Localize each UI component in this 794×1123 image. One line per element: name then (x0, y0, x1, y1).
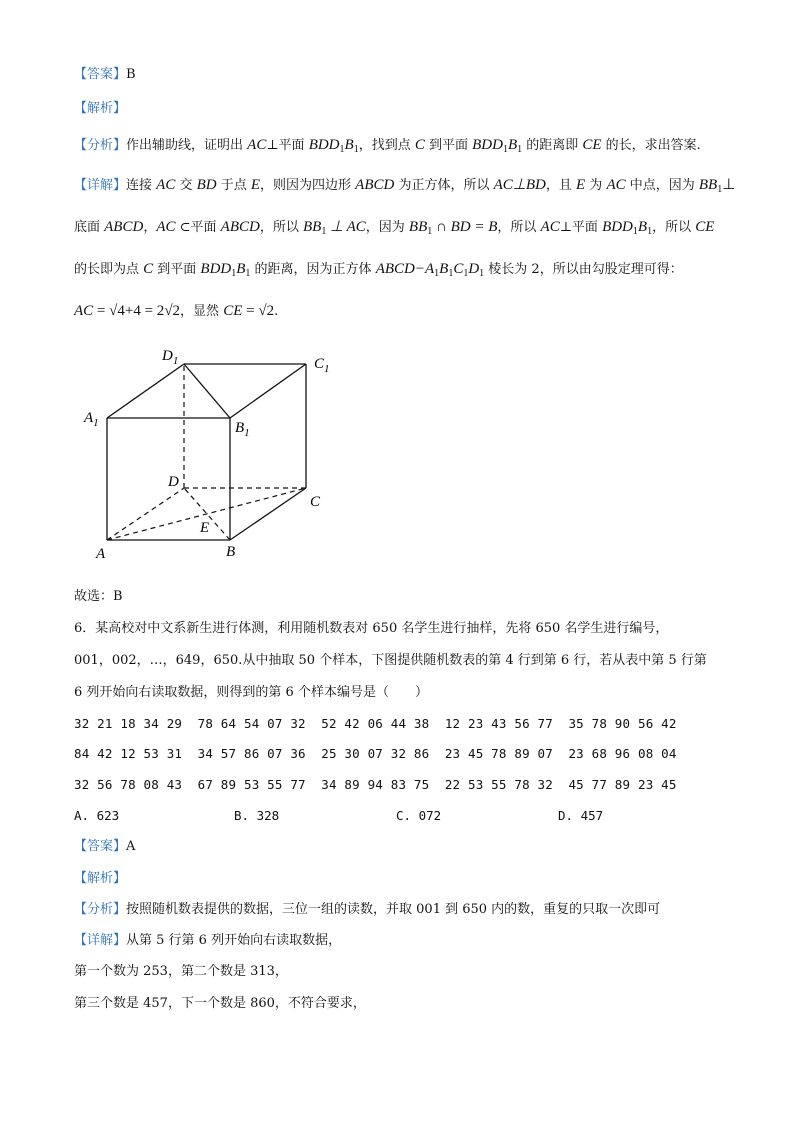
text: 的长，求出答案. (601, 138, 701, 153)
xiangjie-line-3 (74, 260, 683, 279)
text: ， (143, 220, 157, 235)
math-abcd: ABCD (104, 219, 144, 235)
analysis-tag: 【解析】 (74, 101, 127, 116)
sqrt-expr: √4+4 (109, 303, 141, 319)
fenxi-line-2 (74, 901, 660, 919)
label-b1: $B_1$ (235, 420, 250, 439)
choose-line-1: 故选：B (74, 589, 123, 604)
analysis-heading-1 (74, 100, 126, 118)
math-ce: CE (695, 219, 715, 235)
math-bd: BD (196, 177, 217, 193)
label-b: B (226, 544, 236, 560)
math-abcd: ABCD (355, 177, 395, 193)
cube-figure (70, 340, 350, 570)
math-abcd: ABCD (220, 219, 260, 235)
text: 的距离即 (522, 138, 583, 153)
answer-value: B (126, 67, 136, 82)
fenxi-text: 按照随机数表提供的数据，三位一组的读数，并取 001 到 650 内的数，重复的只取一次即可 (126, 902, 661, 917)
math-bb1-perp-ac: $BB_1$ ⊥ AC (302, 219, 366, 237)
q6-line-1: 6．某高校对中文系新生进行体测，利用随机数表对 650 名学生进行抽样，先将 650 名学生进行编号， (74, 621, 669, 636)
answer-line-2 (74, 838, 135, 856)
xiangjie-text: 从第 5 行第 6 列开始向右读取数据， (126, 933, 342, 948)
text: 中点，因为 (625, 178, 699, 193)
text: ⊂平面 (175, 220, 221, 235)
text: 连接 (126, 178, 157, 193)
label-a1: $A_1$ (84, 410, 99, 429)
text: ⊥平面 (559, 220, 603, 235)
answer-line-1 (74, 66, 136, 84)
text: ，因为 (365, 220, 409, 235)
math-bb1: $BB_1$ (698, 177, 723, 195)
text: 到平面 (424, 138, 473, 153)
math-e: E (250, 177, 261, 193)
edge-d1-b1 (184, 364, 230, 418)
text: ，找到点 (358, 138, 415, 153)
analysis-tag: 【解析】 (74, 871, 127, 886)
random-table-row-5: 84 42 12 53 31 34 57 86 07 36 25 30 07 32 86 23 45 78 89 07 23 68 96 08 04 (74, 746, 677, 761)
label-e: E (200, 520, 210, 536)
fenxi-line-1 (74, 136, 701, 155)
text: 为正方体，所以 (394, 178, 494, 193)
answer-tag: 【答案】 (74, 67, 127, 82)
edge-b-c (230, 488, 306, 540)
random-table-row-6: 32 56 78 08 43 67 89 53 55 77 34 89 94 83 75 22 53 55 78 32 45 77 89 23 45 (74, 777, 677, 792)
text: ，显然 (180, 304, 224, 319)
random-table-row-4: 32 21 18 34 29 78 64 54 07 32 52 42 06 44 38 12 23 43 56 77 35 78 90 56 42 (74, 716, 677, 731)
q6-line-3: 6 列开始向右读取数据，则得到的第 6 个样本编号是（ ） (74, 685, 428, 700)
math-eq: = 2 (140, 303, 165, 319)
math-ac: AC (156, 219, 176, 235)
text: ，所以 (497, 220, 541, 235)
math-ce: CE (582, 137, 602, 153)
q6-line-2: 001，002，…，649，650.从中抽取 50 个样本，下图提供随机数表的第 4 行到第 6 行，若从表中第 5 行第 (74, 653, 707, 668)
sqrt-expr: √2 (258, 303, 275, 319)
text: 底面 (74, 220, 105, 235)
text: 于点 (216, 178, 251, 193)
math-e: E (576, 177, 586, 193)
text: 棱长为 2，所以由勾股定理可得： (484, 262, 683, 277)
edge-b1-c1 (230, 364, 306, 418)
math-plane: $BDD_1B_1$ (308, 137, 359, 155)
math-bb1-cap-bd: $BB_1$ ∩ BD = B (408, 219, 498, 237)
label-c: C (310, 494, 321, 510)
math-c: C (143, 261, 154, 277)
math-ac-perp-bd: AC⊥BD (493, 177, 546, 193)
math-ac: AC (247, 137, 267, 153)
text: 交 (175, 178, 197, 193)
label-a: A (96, 546, 106, 562)
edge-a-d (107, 488, 184, 540)
label-c1: $C_1$ (314, 356, 330, 375)
text: . (274, 304, 279, 319)
math-ac: AC (606, 177, 626, 193)
math-ce: CE (223, 303, 243, 319)
xiangjie-line-1 (74, 176, 735, 195)
option-a: A. 623 (74, 808, 120, 823)
text: ，所以 (652, 220, 696, 235)
option-c: C. 072 (396, 808, 442, 823)
option-d: D. 457 (558, 808, 604, 823)
text: ⊥平面 (266, 138, 309, 153)
xiangjie-tag: 【详解】 (74, 933, 127, 948)
answer-value: A (126, 839, 136, 854)
edge-a1-d1 (107, 364, 184, 418)
fenxi-tag: 【分析】 (74, 138, 127, 153)
math-plane: $BDD_1B_1$ (200, 261, 251, 279)
text: ，且 (545, 178, 576, 193)
xiangjie-tag: 【详解】 (74, 178, 127, 193)
text: ，所以 (259, 220, 303, 235)
math-ac: AC (156, 177, 176, 193)
math-perp: ⊥ (722, 177, 736, 193)
step-line-1: 第一个数为 253，第二个数是 313， (74, 964, 288, 979)
xiangjie-line-4 (74, 302, 278, 321)
fenxi-tag: 【分析】 (74, 902, 127, 917)
math-plane: $BDD_1B_1$ (472, 137, 523, 155)
math-ac: AC (540, 219, 560, 235)
text: 作出辅助线，证明出 (126, 138, 248, 153)
xiangjie-line-2 (74, 218, 714, 237)
xiangjie-line-2b (74, 932, 341, 950)
text: 到平面 (153, 262, 201, 277)
label-d: D (168, 474, 179, 490)
step-line-2: 第三个数是 457，下一个数是 860，不符合要求， (74, 996, 366, 1011)
math-plane: $BDD_1B_1$ (602, 219, 653, 237)
option-b: B. 328 (234, 808, 280, 823)
math-cube: $ABCD-A_1B_1C_1D_1$ (375, 261, 485, 279)
text: ，则因为四边形 (260, 178, 356, 193)
label-d1: $D_1$ (162, 348, 179, 367)
math-eq: = (242, 303, 259, 319)
text: 的长即为点 (74, 262, 144, 277)
text: 的距离，因为正方体 (250, 262, 376, 277)
math-c: C (414, 137, 425, 153)
math-eq: = (93, 303, 110, 319)
text: 为 (585, 178, 607, 193)
analysis-heading-2 (74, 870, 126, 888)
math-ac: AC (74, 303, 94, 319)
answer-tag: 【答案】 (74, 839, 127, 854)
sqrt-expr: √2 (164, 303, 181, 319)
